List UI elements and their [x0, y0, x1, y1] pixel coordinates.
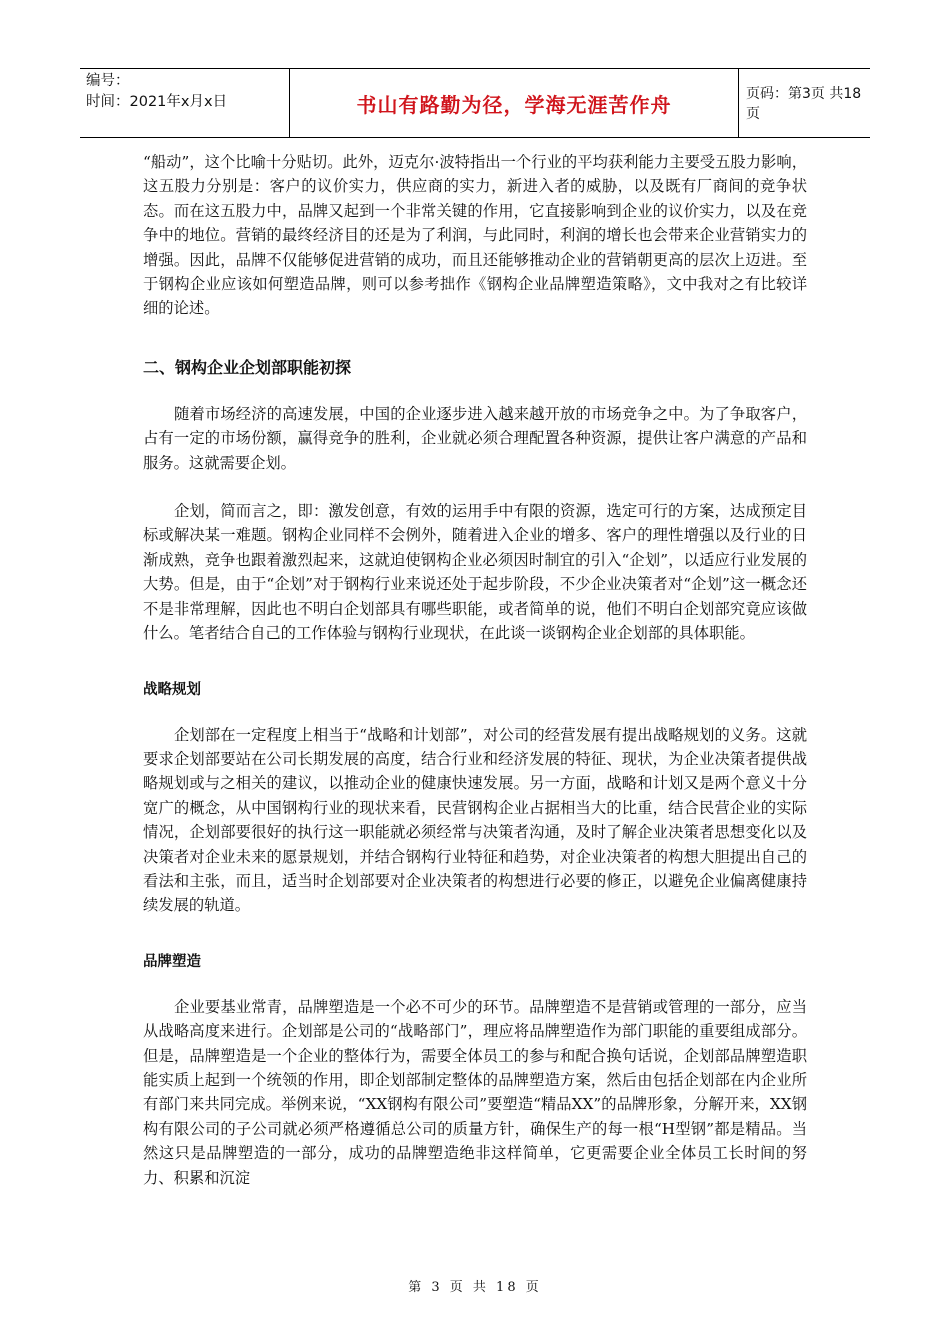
page-footer: 第 3 页 共 18 页 [408, 1280, 542, 1295]
paragraph: “船动”，这个比喻十分贴切。此外，迈克尔·波特指出一个行业的平均获利能力主要受五股力影响，这五股力分别是：客户的议价实力，供应商的实力，新进入者的威胁，以及既有厂商间的竞争状态。而在这五股力中，品牌又起到一个非常关键的作用，它直接影响到企业的议价实力，以及在竞争中的地位。营销的最终经济目的还是为了利润，与此同时，利润的增长也会带来企业营销实力的增强。因此，品牌不仅能够促进营销的成功，而且还能够推动企业的营销朝更高的层次上迈进。至于钢构企业应该如何塑造品牌，则可以参考拙作《钢构企业品牌塑造策略》，文中我对之有比较详细的论述。 [143, 153, 807, 318]
document-date: 时间：2021年x月x日 [86, 94, 228, 110]
subsection-heading: 品牌塑造 [143, 953, 201, 970]
paragraph: 随着市场经济的高速发展，中国的企业逐步进入越来越开放的市场竞争之中。为了争取客户，占有一定的市场份额，赢得竞争的胜利，企业就必须合理配置各种资源，提供让客户满意的产品和服务。这就需要企划。 [143, 404, 807, 472]
document-body [143, 150, 807, 1190]
section-heading: 二、钢构企业企划部职能初探 [143, 357, 352, 377]
subsection-heading: 战略规划 [143, 681, 201, 698]
header-page-info: 页码：第3页 共18页 [746, 86, 862, 122]
header-meta [80, 69, 289, 137]
paragraph: 企划部在一定程度上相当于“战略和计划部”，对公司的经营发展有提出战略规划的义务。这就要求企划部要站在公司长期发展的高度，结合行业和经济发展的特征、现状，为企业决策者提供战略规划或与之相关的建议，以推动企业的健康快速发展。另一方面，战略和计划又是两个意义十分宽广的概念，从中国钢构行业的现状来看，民营钢构企业占据相当大的比重，结合民营企业的实际情况，企划部要很好的执行这一职能就必须经常与决策者沟通，及时了解企业决策者思想变化以及决策者对企业未来的愿景规划，并结合钢构行业特征和趋势，对企业决策者的构想大胆提出自己的看法和主张，而且，适当时企划部要对企业决策者的构想进行必要的修正，以避免企业偏离健康持续发展的轨道。 [143, 725, 807, 915]
header-motto: 书山有路勤为径，学海无涯苦作舟 [356, 92, 672, 117]
paragraph: 企划，简而言之，即：激发创意，有效的运用手中有限的资源，选定可行的方案，达成预定目标或解决某一难题。钢构企业同样不会例外，随着进入企业的增多、客户的理性增强以及行业的日渐成熟，竞争也跟着激烈起来，这就迫使钢构企业必须因时制宜的引入“企划”，以适应行业发展的大势。但是，由于“企划”对于钢构行业来说还处于起步阶段，不少企业决策者对“企划”这一概念还不是非常理解，因此也不明白企划部具有哪些职能，或者简单的说，他们不明白企划部究竟应该做什么。笔者结合自己的工作体验与钢构行业现状，在此谈一谈钢构企业企划部的具体职能。 [143, 502, 807, 643]
header-motto-cell [289, 69, 739, 137]
paragraph: 企业要基业常青，品牌塑造是一个必不可少的环节。品牌塑造不是营销或管理的一部分，应当从战略高度来进行。企划部是公司的“战略部门”，理应将品牌塑造作为部门职能的重要组成部分。但是，品牌塑造是一个企业的整体行为，需要全体员工的参与和配合换句话说，企划部品牌塑造职能实质上起到一个统领的作用，即企划部制定整体的品牌塑造方案，然后由包括企划部在内企业所有部门来共同完成。举例来说，“XX钢构有限公司”要塑造“精品XX”的品牌形象，分解开来，XX钢构有限公司的子公司就必须严格遵循总公司的质量方针，确保生产的每一根“H型钢”都是精品。当然这只是品牌塑造的一部分，成功的品牌塑造绝非这样简单，它更需要企业全体员工长时间的努力、积累和沉淀 [143, 997, 807, 1187]
page-header [80, 68, 870, 138]
document-number-label: 编号： [86, 73, 130, 89]
